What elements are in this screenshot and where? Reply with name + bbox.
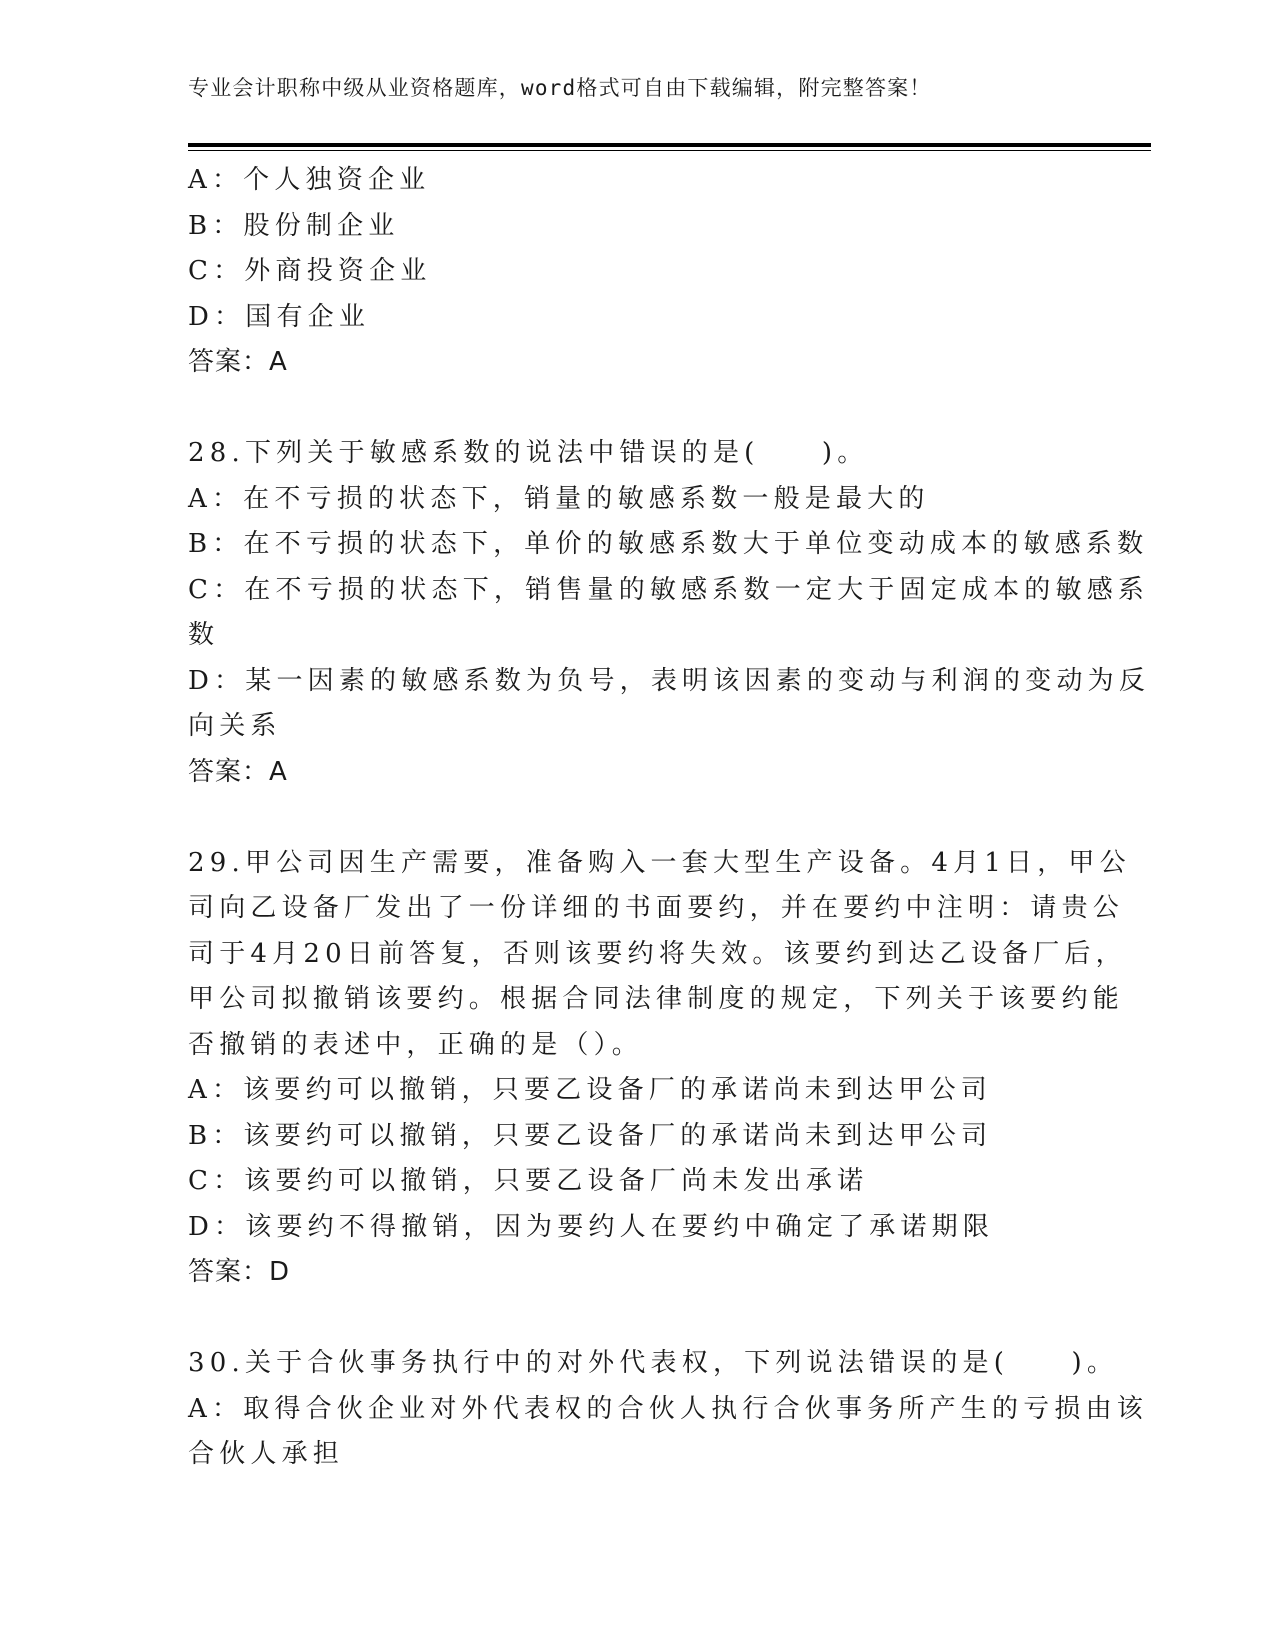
option-b: B：股份制企业 [188, 210, 400, 241]
option-a: A：在不亏损的状态下，销量的敏感系数一般是最大的 [188, 483, 930, 514]
answer: 答案：A [188, 756, 288, 787]
option-a: A：个人独资企业 [188, 165, 431, 195]
spacer [188, 1296, 1088, 1342]
header-rule-thick [188, 143, 1151, 147]
question-30 [188, 1341, 1148, 1478]
question-stem-line: 29.甲公司因生产需要，准备购入一套大型生产设备。4月1日，甲公 [188, 847, 1131, 878]
option-d-continued: 向关系 [188, 711, 282, 741]
option-a-continued: 合伙人承担 [188, 1439, 345, 1469]
header-rule-thin [188, 150, 1151, 151]
question-stem: 28.下列关于敏感系数的说法中错误的是( )。 [188, 438, 869, 468]
option-a: A：该要约可以撤销，只要乙设备厂的承诺尚未到达甲公司 [188, 1075, 992, 1105]
answer: 答案：D [188, 1257, 291, 1287]
spacer [188, 386, 1088, 432]
question-27 [188, 158, 1088, 386]
question-stem: 30.关于合伙事务执行中的对外代表权，下列说法错误的是( )。 [188, 1348, 1119, 1378]
option-b: B：该要约可以撤销，只要乙设备厂的承诺尚未到达甲公司 [188, 1120, 993, 1151]
option-b: B：在不亏损的状态下，单价的敏感系数大于单位变动成本的敏感系数 [188, 529, 1149, 559]
option-d: D：该要约不得撤销，因为要约人在要约中确定了承诺期限 [188, 1211, 995, 1242]
page-header: 专业会计职称中级从业资格题库，word格式可自由下载编辑，附完整答案！ [188, 76, 932, 100]
question-stem-line: 司向乙设备厂发出了一份详细的书面要约，并在要约中注明：请贵公 [188, 893, 1125, 923]
question-stem-line: 司于4月20日前答复，否则该要约将失效。该要约到达乙设备厂后， [188, 938, 1127, 969]
question-28 [188, 431, 1151, 795]
option-c: C：在不亏损的状态下，销售量的敏感系数一定大于固定成本的敏感系 [188, 574, 1150, 605]
option-c-continued: 数 [188, 620, 220, 650]
option-c: C：该要约可以撤销，只要乙设备厂尚未发出承诺 [188, 1166, 869, 1196]
question-stem-line: 否撤销的表述中，正确的是（）。 [188, 1029, 644, 1060]
question-content [188, 158, 1151, 1478]
option-d: D：国有企业 [188, 301, 371, 332]
answer: 答案：A [188, 347, 288, 377]
option-a: A：取得合伙企业对外代表权的合伙人执行合伙事务所产生的亏损由该 [188, 1393, 1148, 1424]
question-stem-line: 甲公司拟撤销该要约。根据合同法律制度的规定，下列关于该要约能 [188, 984, 1125, 1014]
option-d: D：某一因素的敏感系数为负号，表明该因素的变动与利润的变动为反 [188, 665, 1151, 696]
question-29 [188, 841, 1131, 1296]
option-c: C：外商投资企业 [188, 256, 432, 286]
spacer [188, 795, 1088, 841]
